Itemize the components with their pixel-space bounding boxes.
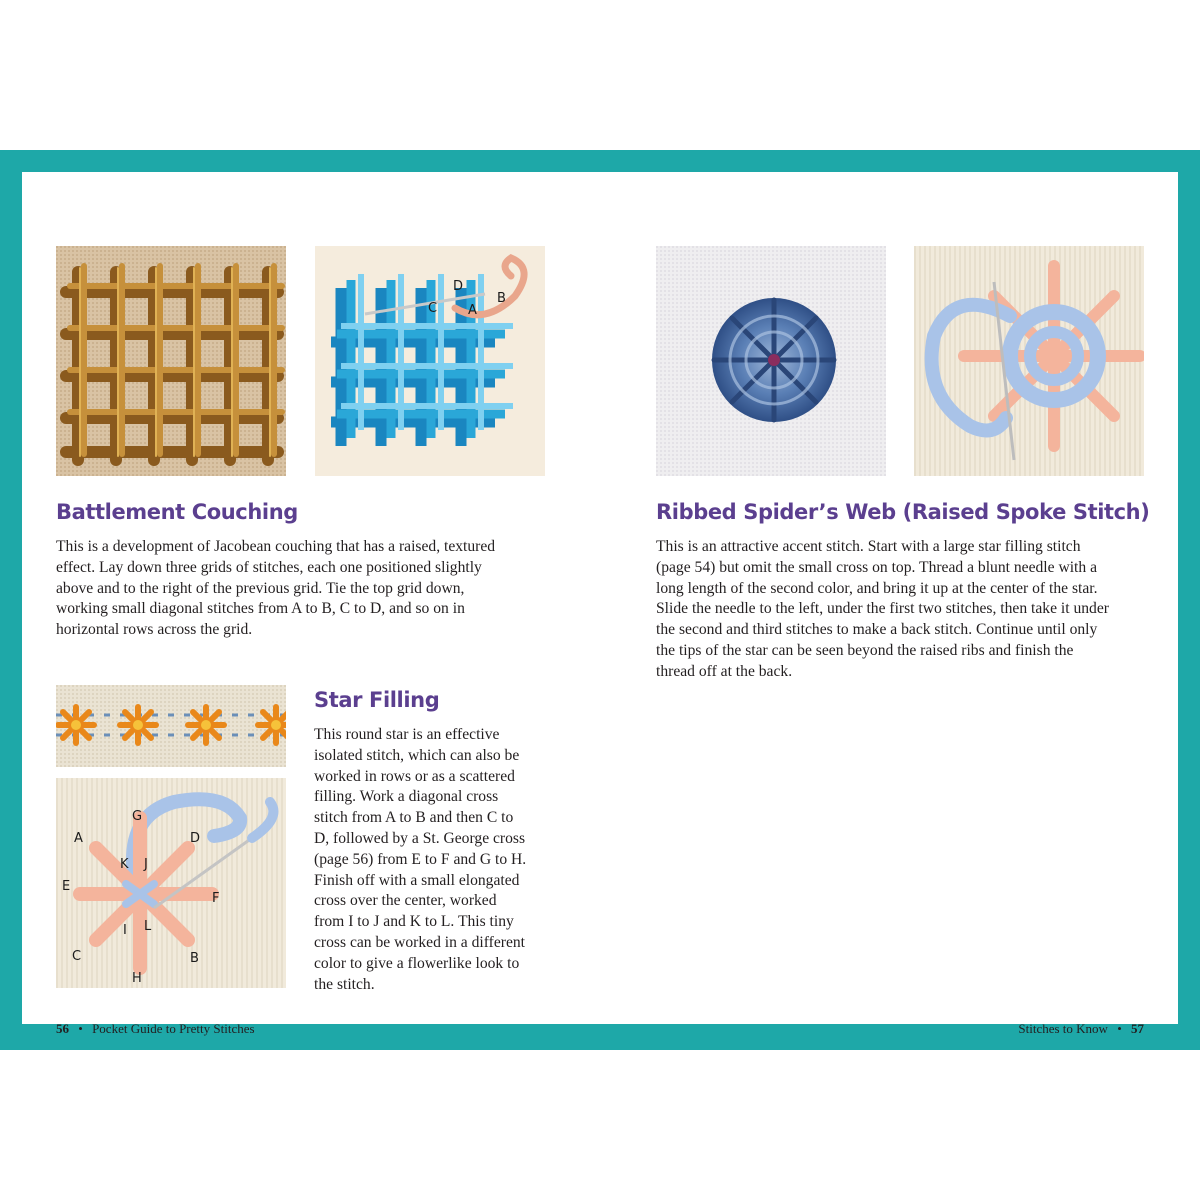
text-line: cross can be worked in a different [314, 933, 526, 951]
battlement-couching-diagram [315, 246, 545, 476]
text-line: worked in rows or as a scattered [314, 767, 515, 785]
battlement-couching-title: Battlement Couching [56, 500, 298, 524]
chapter-title: Stitches to Know [1018, 1021, 1108, 1036]
star-filling-strip-photo [56, 685, 286, 767]
diagram-letter-b: B [190, 951, 199, 966]
diagram-letter-h: H [132, 971, 142, 986]
text-line: horizontal rows across the grid. [56, 621, 253, 639]
text-line: long length of the second color, and bring it up at the center of the star. [656, 579, 1098, 597]
text-line: D, followed by a St. George cross [314, 829, 526, 847]
diagram-letter-e: E [62, 879, 71, 894]
text-line: stitch from A to B and then C to [314, 809, 514, 827]
text-line: effect. Lay down three grids of stitches, each one positioned slightly [56, 558, 482, 576]
battlement-couching-body [56, 537, 526, 641]
spider-web-body [656, 537, 1152, 683]
diagram-letter-d: D [190, 831, 201, 846]
diagram-letter-g: G [132, 809, 143, 824]
text-line: filling. Work a diagonal cross [314, 788, 499, 806]
text-line: the tips of the star can be seen beyond the raised ribs and finish the [656, 641, 1074, 659]
star-filling-body [314, 725, 550, 995]
right-folio [1018, 1021, 1144, 1037]
diagram-letter-b: B [497, 291, 506, 306]
text-line: isolated stitch, which can also be [314, 746, 520, 764]
text-line: This is a development of Jacobean couching that has a raised, textured [56, 538, 496, 555]
diagram-letter-c: C [428, 301, 438, 316]
diagram-letter-i: I [123, 923, 127, 938]
text-line: (page 54) but omit the small cross on top. Thread a blunt needle with a [656, 558, 1097, 576]
diagram-letter-a: A [74, 831, 83, 846]
diagram-letter-a: A [468, 303, 477, 318]
page-number: 56 [56, 1021, 69, 1036]
diagram-letter-k: K [120, 857, 129, 872]
battlement-couching-photo [56, 246, 286, 476]
diagram-letter-f: F [212, 891, 220, 906]
text-line: (page 56) from E to F and G to H. [314, 850, 527, 868]
text-line: the stitch. [314, 975, 375, 993]
text-line: color to give a flowerlike look to [314, 954, 520, 972]
text-line: working small diagonal stitches from A to B, C to D, and so on in [56, 600, 465, 618]
text-line: Slide the needle to the left, under the first two stitches, then take it under [656, 600, 1109, 618]
diagram-letter-c: C [72, 949, 82, 964]
star-filling-diagram [56, 778, 286, 988]
text-line: Finish off with a small elongated [314, 871, 520, 889]
teal-frame [0, 150, 1200, 1050]
spider-web-photo [656, 246, 886, 476]
text-line: This is an attractive accent stitch. Start with a large star filling stitch [656, 538, 1081, 555]
left-folio [56, 1021, 255, 1037]
text-line: cross over the center, worked [314, 892, 497, 910]
folio-bullet: • [78, 1021, 83, 1036]
spider-web-diagram [914, 246, 1144, 476]
text-line: the second and third stitches to make a back stitch. Continue until only [656, 621, 1098, 639]
diagram-letter-l: L [144, 919, 152, 934]
book-spread [22, 172, 1178, 1036]
text-line: from I to J and K to L. This tiny [314, 913, 514, 931]
text-line: thread off at the back. [656, 662, 793, 680]
page-number: 57 [1131, 1021, 1144, 1036]
text-line: above and to the right of the previous grid. Tie the top grid down, [56, 579, 465, 597]
text-line: This round star is an effective [314, 726, 500, 743]
diagram-letter-j: J [144, 857, 148, 872]
spider-web-title: Ribbed Spider’s Web (Raised Spoke Stitch) [656, 500, 1150, 524]
folio-bullet: • [1117, 1021, 1122, 1036]
book-title: Pocket Guide to Pretty Stitches [92, 1021, 255, 1036]
diagram-letter-d: D [453, 279, 464, 294]
star-filling-title: Star Filling [314, 688, 440, 712]
